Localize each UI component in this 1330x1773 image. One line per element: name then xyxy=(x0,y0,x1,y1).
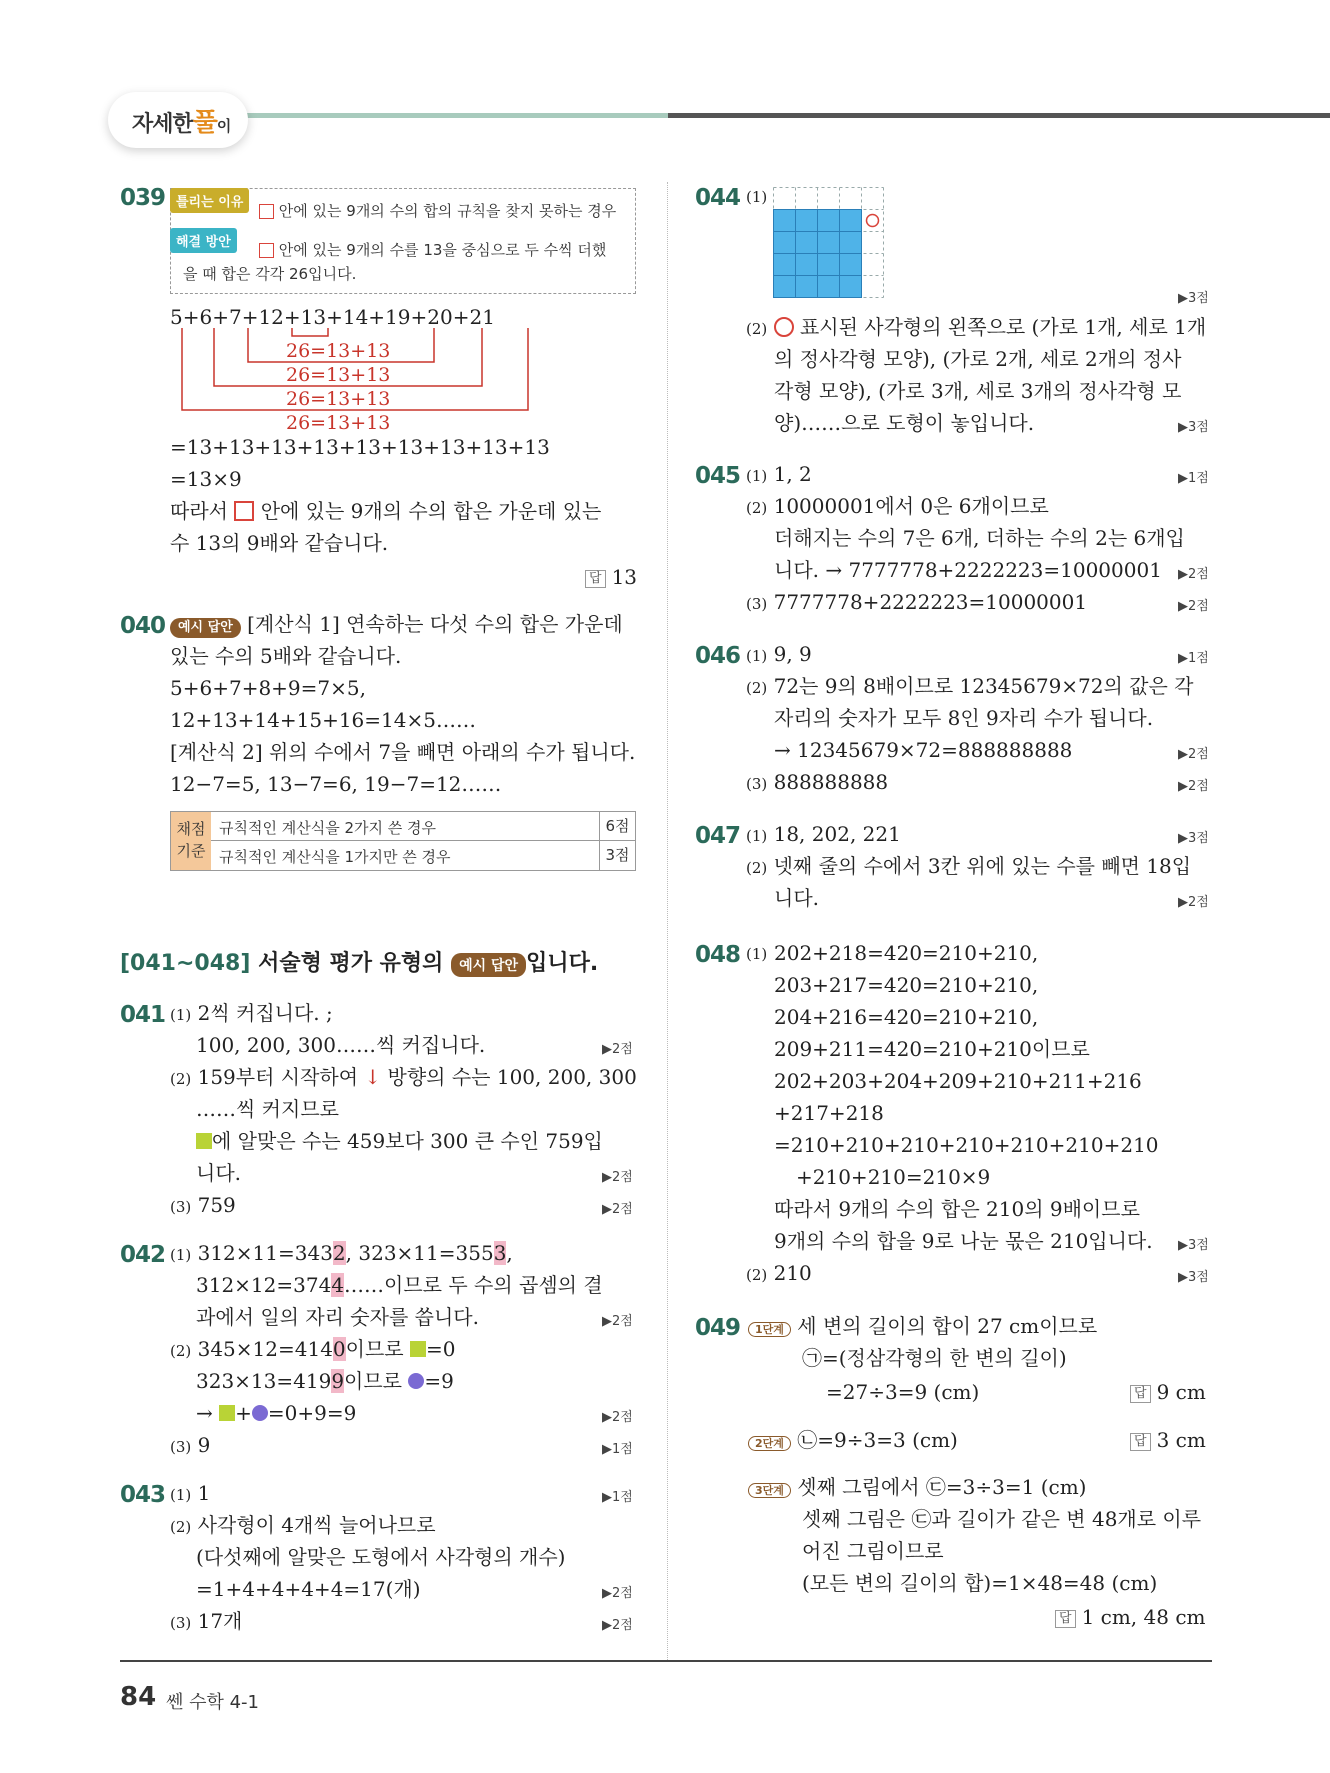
section-text1: 서술형 평가 유형의 xyxy=(258,951,444,976)
bracket-1 xyxy=(292,328,328,336)
scoring-head-1: 채점 xyxy=(176,820,206,838)
q046-p2 xyxy=(746,674,1194,698)
scoring-row-points: 3점 xyxy=(599,841,635,870)
red-box-icon xyxy=(259,204,274,219)
points-label: ▶2점 xyxy=(1178,747,1209,762)
q049-number: 049 xyxy=(695,1315,741,1341)
part-label: (1) xyxy=(170,1486,192,1504)
points-label: ▶2점 xyxy=(602,1202,633,1217)
q048-line: 202+218=420=210+210, xyxy=(774,941,1039,965)
q048-p2-text: 210 xyxy=(773,1261,812,1285)
q039-line1: =13+13+13+13+13+13+13+13+13 xyxy=(170,435,550,459)
part-label: (3) xyxy=(170,1198,192,1216)
q045-p3-text: 7777778+2222223=10000001 xyxy=(773,590,1088,614)
points-label: ▶1점 xyxy=(1178,651,1209,666)
q046-l1: 72는 9의 8배이므로 12345679×72의 값은 각 xyxy=(773,674,1194,698)
q046-p3 xyxy=(746,770,888,794)
q042-l4a: 345×12=414 xyxy=(197,1337,333,1361)
q041-p1c: 100, 200, 300……씩 커집니다. xyxy=(196,1033,486,1057)
green-square-icon xyxy=(410,1341,426,1357)
part-label: (1) xyxy=(170,1006,192,1024)
marked-circle-icon xyxy=(867,215,879,227)
q042-l1 xyxy=(170,1241,513,1265)
answer-mark: 답 xyxy=(585,570,606,588)
part-label: (2) xyxy=(746,679,768,697)
q045-l2: 더해지는 수의 7은 6개, 더하는 수의 2는 6개입 xyxy=(774,526,1185,550)
q043-p2 xyxy=(170,1513,436,1537)
q043-p3-text: 17개 xyxy=(197,1609,243,1633)
q048-line: 따라서 9개의 수의 합은 210의 9배이므로 xyxy=(774,1197,1140,1221)
q039-answer-value: 13 xyxy=(611,565,638,589)
purple-circle-icon xyxy=(252,1405,268,1421)
part-label: (2) xyxy=(170,1518,192,1536)
q043-p1-text: 1 xyxy=(197,1481,211,1505)
green-square-icon xyxy=(196,1133,212,1149)
q045-p1 xyxy=(746,462,812,486)
q039-reason: 안에 있는 9개의 수의 합의 규칙을 찾지 못하는 경우 xyxy=(278,202,617,220)
points-label: ▶1점 xyxy=(602,1442,633,1457)
part-label: (1) xyxy=(746,647,768,665)
q040-number: 040 xyxy=(120,613,166,639)
q047-number: 047 xyxy=(695,823,741,849)
red-box-icon xyxy=(234,501,254,521)
header-rule-green xyxy=(230,113,670,118)
q042-l1b: , 323×11=355 xyxy=(345,1241,494,1265)
q048-line: =210+210+210+210+210+210+210 xyxy=(774,1133,1159,1157)
purple-circle-icon xyxy=(408,1373,424,1389)
q048-line: 9개의 수의 합을 9로 나눈 몫은 210입니다. xyxy=(774,1229,1153,1253)
q041-p2e xyxy=(196,1129,603,1153)
q039-solution-2: 을 때 합은 각각 26입니다. xyxy=(183,265,357,283)
part-label: (1) xyxy=(746,467,768,485)
q042-l6a: → xyxy=(196,1401,213,1425)
points-label: ▶1점 xyxy=(1178,471,1209,486)
q049-s1l1: 세 변의 길이의 합이 27 cm이므로 xyxy=(797,1314,1098,1338)
part-label: (1) xyxy=(746,188,768,206)
scoring-row xyxy=(211,812,635,841)
q040-l6: 12−7=5, 13−7=6, 19−7=12…… xyxy=(170,772,502,796)
q039-pair-2: 26=13+13 xyxy=(286,364,391,386)
q039-answer xyxy=(585,565,637,589)
step-badge: 3단계 xyxy=(748,1483,791,1498)
q048-number: 048 xyxy=(695,942,741,968)
example-answer-badge: 예시 답안 xyxy=(451,953,526,977)
q049-step2 xyxy=(748,1428,958,1452)
scoring-row-label: 규칙적인 계산식을 1가지만 쓴 경우 xyxy=(219,848,451,866)
example-answer-badge: 예시 답안 xyxy=(170,618,241,638)
points-label: ▶3점 xyxy=(1178,831,1209,846)
q042-l5 xyxy=(196,1369,454,1393)
q041-p2d: ……씩 커지므로 xyxy=(196,1097,339,1121)
q049-s2l1: ㉡=9÷3=3 (cm) xyxy=(797,1428,958,1452)
q039-line3b: 안에 있는 9개의 수의 합은 가운데 있는 xyxy=(260,499,602,523)
header-title-3: 이 xyxy=(216,117,231,135)
q045-number: 045 xyxy=(695,463,741,489)
q041-p3-text: 759 xyxy=(197,1193,236,1217)
q048-line: 203+217=420=210+210, xyxy=(774,973,1039,997)
q042-number: 042 xyxy=(120,1242,166,1268)
step-badge: 2단계 xyxy=(748,1436,791,1451)
q040-l2: 있는 수의 5배와 같습니다. xyxy=(170,644,402,668)
q046-number: 046 xyxy=(695,643,741,669)
header-title-1: 자세한 xyxy=(132,112,193,137)
q040-l1 xyxy=(170,612,623,638)
q045-p3 xyxy=(746,590,1087,614)
q049-s3l4: (모든 변의 길이의 합)=1×48=48 (cm) xyxy=(802,1571,1158,1595)
points-label: ▶2점 xyxy=(602,1618,633,1633)
q042-l5a: 323×13=419 xyxy=(196,1369,332,1393)
q045-l1: 10000001에서 0은 6개이므로 xyxy=(773,494,1049,518)
q043-p2c: (다섯째에 알맞은 도형에서 사각형의 개수) xyxy=(196,1545,566,1569)
scoring-row xyxy=(211,841,635,870)
q046-l2: 자리의 숫자가 모두 8인 9자리 수가 됩니다. xyxy=(774,706,1154,730)
part-label: (1) xyxy=(170,1246,192,1264)
q048-line: 209+211=420=210+210이므로 xyxy=(774,1037,1090,1061)
q040-l3: 5+6+7+8+9=7×5, xyxy=(170,676,366,700)
q045-l3: 니다. → 7777778+2222223=10000001 xyxy=(774,558,1162,582)
highlight-digit: 2 xyxy=(332,1241,346,1265)
part-label: (2) xyxy=(746,1266,768,1284)
points-label: ▶3점 xyxy=(1178,1238,1209,1253)
part-label: (1) xyxy=(746,945,768,963)
q040-l1-text: [계산식 1] 연속하는 다섯 수의 합은 가운데 xyxy=(247,612,623,636)
points-label: ▶3점 xyxy=(1178,1270,1209,1285)
q042-p3-text: 9 xyxy=(197,1433,211,1457)
q047-l1: 넷째 줄의 수에서 3칸 위에 있는 수를 빼면 18입 xyxy=(773,854,1192,878)
q049-ans2: 3 cm xyxy=(1156,1428,1206,1452)
q042-l6b: + xyxy=(235,1401,252,1425)
q049-step1 xyxy=(748,1314,1097,1338)
q049-s1l3: =27÷3=9 (cm) xyxy=(826,1380,980,1404)
q041-p2 xyxy=(170,1065,637,1089)
q045-p1-text: 1, 2 xyxy=(773,462,812,486)
page-number: 84 xyxy=(120,1682,157,1712)
q039-line3 xyxy=(170,499,601,523)
q048-line: 204+216=420=210+210, xyxy=(774,1005,1039,1029)
section-range: [041~048] xyxy=(120,951,251,976)
column-divider xyxy=(667,182,668,1662)
q048-p2 xyxy=(746,1261,812,1285)
q049-step3 xyxy=(748,1475,1086,1499)
q039-expr: 5+6+7+12+13+14+19+20+21 xyxy=(170,305,495,329)
q046-p3-text: 888888888 xyxy=(773,770,889,794)
points-label: ▶2점 xyxy=(1178,895,1209,910)
q042-p3 xyxy=(170,1433,210,1457)
part-label: (1) xyxy=(746,827,768,845)
q042-l5c: =9 xyxy=(424,1369,454,1393)
q042-l6c: =0+9=9 xyxy=(267,1401,357,1425)
q049-ans1: 9 cm xyxy=(1156,1380,1206,1404)
q039-tag-solution: 해결 방안 xyxy=(170,228,237,253)
q044-p2 xyxy=(746,315,1206,339)
green-square-icon xyxy=(219,1405,235,1421)
q042-l3: 과에서 일의 자리 숫자를 씁니다. xyxy=(196,1305,479,1329)
q039-reason-text xyxy=(259,200,616,221)
q042-l4 xyxy=(170,1337,455,1361)
q039-line4: 수 13의 9배와 같습니다. xyxy=(170,531,389,555)
q047-l2: 니다. xyxy=(774,886,819,910)
q045-p2 xyxy=(746,494,1049,518)
step-badge: 1단계 xyxy=(748,1322,791,1337)
answer-mark: 답 xyxy=(1130,1385,1151,1403)
q041-p1-text: 2씩 커집니다. ; xyxy=(197,1001,333,1025)
q049-s3l3: 어진 그림이므로 xyxy=(802,1539,944,1563)
points-label: ▶2점 xyxy=(602,1042,633,1057)
part-label: (3) xyxy=(746,775,768,793)
q049-s3l1: 셋째 그림에서 ㉢=3÷3=1 (cm) xyxy=(797,1475,1087,1499)
q044-l1: 표시된 사각형의 왼쪽으로 (가로 1개, 세로 1개 xyxy=(799,315,1207,339)
q048-line: 202+203+204+209+210+211+216 xyxy=(774,1069,1142,1093)
part-label: (2) xyxy=(746,499,768,517)
q044-number: 044 xyxy=(695,185,741,211)
footer-rule xyxy=(120,1660,1212,1662)
part-label: (2) xyxy=(746,320,768,338)
q041-p2e-text: 에 알맞은 수는 459보다 300 큰 수인 759입 xyxy=(212,1129,603,1153)
q042-l4c: =0 xyxy=(425,1337,456,1361)
q043-number: 043 xyxy=(120,1482,166,1508)
q042-l1c: , xyxy=(506,1241,513,1265)
q040-l5: [계산식 2] 위의 수에서 7을 빼면 아래의 수가 됩니다. xyxy=(170,740,636,764)
q041-p2f: 니다. xyxy=(196,1161,241,1185)
q041-p3 xyxy=(170,1193,236,1217)
q049-ans3: 1 cm, 48 cm xyxy=(1081,1605,1206,1629)
header-title-2: 풀 xyxy=(192,108,217,138)
header-title xyxy=(132,102,230,139)
part-label: (2) xyxy=(170,1070,192,1088)
q047-p1-text: 18, 202, 221 xyxy=(773,822,901,846)
section-text2: 입니다. xyxy=(526,951,599,976)
points-label: ▶1점 xyxy=(602,1490,633,1505)
q042-l4b: 이므로 xyxy=(345,1337,404,1361)
highlight-digit: 0 xyxy=(332,1337,346,1361)
scoring-row-label: 규칙적인 계산식을 2가지 쓴 경우 xyxy=(219,819,436,837)
q039-number: 039 xyxy=(120,185,166,211)
part-label: (2) xyxy=(746,859,768,877)
red-circle-icon xyxy=(774,317,794,337)
q049-s1l2: ㉠=(정삼각형의 한 변의 길이) xyxy=(802,1346,1067,1370)
q040-l4: 12+13+14+15+16=14×5…… xyxy=(170,708,476,732)
q046-p1 xyxy=(746,642,812,666)
points-label: ▶2점 xyxy=(602,1170,633,1185)
q043-p3 xyxy=(170,1609,242,1633)
q043-p1 xyxy=(170,1481,210,1505)
q042-l6 xyxy=(196,1401,356,1425)
q044-l3: 각형 모양), (가로 3개, 세로 3개의 정사각형 모 xyxy=(774,379,1182,403)
q039-pair-3: 26=13+13 xyxy=(286,388,391,410)
q049-s3l2: 셋째 그림은 ㉢과 길이가 같은 변 48개로 이루 xyxy=(802,1507,1202,1531)
down-arrow-icon: ↓ xyxy=(364,1065,382,1089)
scoring-table xyxy=(170,811,636,871)
q044-grid-figure xyxy=(773,187,885,299)
q044-l4: 양)……으로 도형이 놓입니다. xyxy=(774,411,1035,435)
part-label: (3) xyxy=(746,595,768,613)
book-title: 쎈 수학 4-1 xyxy=(166,1692,260,1713)
scoring-head-2: 기준 xyxy=(176,842,206,860)
q039-reason-box xyxy=(170,188,636,294)
q039-solution-1: 안에 있는 9개의 수를 13을 중심으로 두 수씩 더했 xyxy=(278,241,607,259)
q048-line: +217+218 xyxy=(774,1101,884,1125)
answer-mark: 답 xyxy=(1055,1610,1076,1628)
q049-answer-2 xyxy=(1130,1428,1206,1452)
q048-line: +210+210=210×9 xyxy=(796,1165,991,1189)
points-label: ▶2점 xyxy=(602,1410,633,1425)
q039-pair-4: 26=13+13 xyxy=(286,412,391,434)
q041-number: 041 xyxy=(120,1002,166,1028)
highlight-digit: 9 xyxy=(331,1369,345,1393)
q049-answer-1 xyxy=(1130,1380,1206,1404)
points-label: ▶2점 xyxy=(1178,599,1209,614)
q041-p2-text: 159부터 시작하여 xyxy=(197,1065,359,1089)
q042-l2b: ……이므로 두 수의 곱셈의 결 xyxy=(344,1273,603,1297)
q042-l5b: 이므로 xyxy=(344,1369,403,1393)
points-label: ▶2점 xyxy=(1178,779,1209,794)
section-title xyxy=(120,946,598,977)
part-label: (3) xyxy=(170,1614,192,1632)
points-label: ▶2점 xyxy=(602,1314,633,1329)
header-rule-grey xyxy=(668,113,1330,118)
q041-p1 xyxy=(170,1001,333,1025)
highlight-digit: 4 xyxy=(331,1273,345,1297)
q044-l2: 의 정사각형 모양), (가로 2개, 세로 2개의 정사 xyxy=(774,347,1182,371)
q047-p2 xyxy=(746,854,1191,878)
q042-l2 xyxy=(196,1273,603,1297)
q039-line3a: 따라서 xyxy=(170,499,228,523)
part-label: (2) xyxy=(170,1342,192,1360)
q039-pair-1: 26=13+13 xyxy=(286,340,391,362)
q041-p2-text2: 방향의 수는 100, 200, 300 xyxy=(387,1065,637,1089)
scoring-header xyxy=(171,812,211,870)
q046-p1-text: 9, 9 xyxy=(773,642,812,666)
q039-solution-text xyxy=(259,239,606,260)
red-box-icon xyxy=(259,243,274,258)
q043-p2-text: 사각형이 4개씩 늘어나므로 xyxy=(197,1513,436,1537)
q046-l3: → 12345679×72=888888888 xyxy=(774,738,1073,762)
q039-tag-reason: 틀리는 이유 xyxy=(170,188,249,213)
q039-line2: =13×9 xyxy=(170,467,242,491)
highlight-digit: 3 xyxy=(493,1241,507,1265)
q042-l1a: 312×11=343 xyxy=(197,1241,333,1265)
q042-l2a: 312×12=374 xyxy=(196,1273,332,1297)
points-label: ▶2점 xyxy=(1178,567,1209,582)
part-label: (3) xyxy=(170,1438,192,1456)
q049-answer-3 xyxy=(1055,1605,1206,1629)
q047-p1 xyxy=(746,822,901,846)
points-label: ▶3점 xyxy=(1178,291,1209,306)
points-label: ▶2점 xyxy=(602,1586,633,1601)
scoring-row-points: 6점 xyxy=(599,812,635,841)
answer-mark: 답 xyxy=(1130,1433,1151,1451)
points-label: ▶3점 xyxy=(1178,420,1209,435)
q043-p2d: =1+4+4+4+4=17(개) xyxy=(196,1577,421,1601)
